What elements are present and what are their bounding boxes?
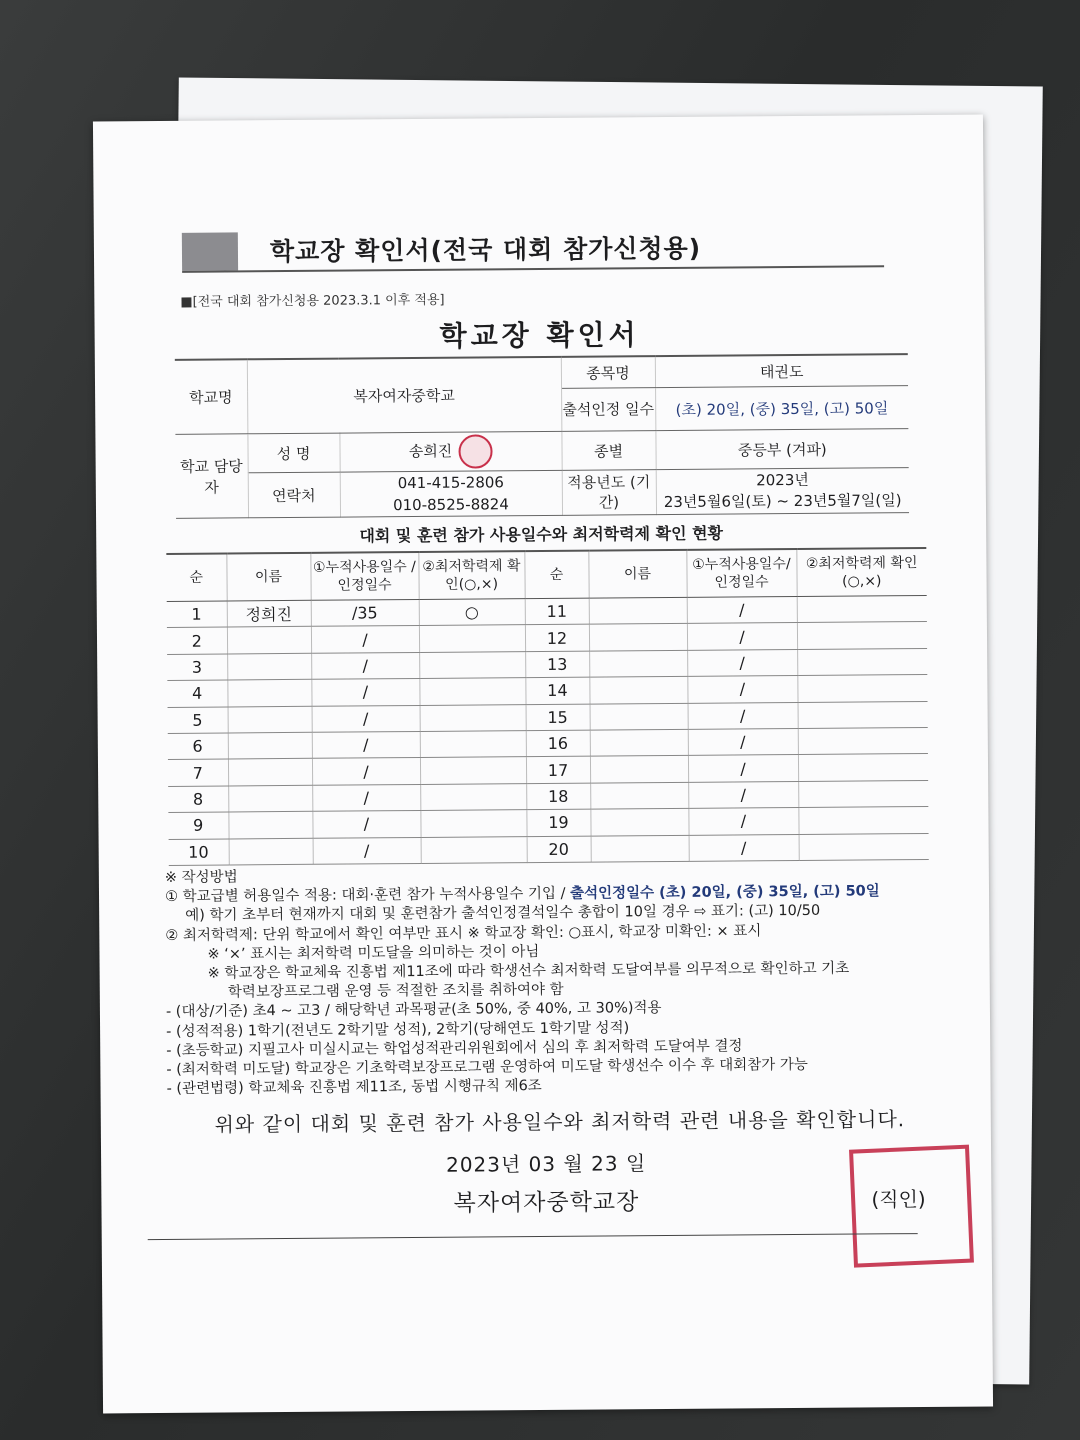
row-name-2 [589, 597, 687, 624]
row-days-2: / [687, 623, 797, 650]
row-check [420, 704, 526, 731]
period-value: 23년5월6일(토) ~ 23년5월7일(일) [663, 491, 902, 512]
apply-note: ■[전국 대회 참가신청용 2023.3.1 이후 적용] [180, 292, 445, 310]
row-no-2: 19 [526, 809, 590, 836]
participation-table [166, 547, 928, 866]
row-no-2: 16 [526, 730, 590, 757]
row-no: 2 [167, 627, 227, 654]
row-check-2 [798, 780, 928, 807]
row-check-2 [798, 807, 928, 834]
row-name [228, 811, 312, 838]
detail-1: - (대상/기준) 초4 ~ 고3 / 해당학년 과목평균(초 50%, 중 40%, 고 30%)적용 [165, 1000, 662, 1021]
row-check-2 [797, 675, 927, 702]
school-label: 학교명 [175, 359, 248, 434]
note-1-text: ① 학교급별 허용일수 적용: 대회·훈련 참가 누적사용일수 기입 / [164, 885, 571, 906]
contact-label: 연락처 [248, 472, 340, 518]
header-gray-block [182, 232, 238, 270]
event-label: 종목명 [561, 356, 655, 388]
col-check-2: ②최저학력제 확인(○,×) [796, 548, 926, 597]
note-1-bold: 출석인정일수 (초) 20일, (중) 35일, (고) 50일 [569, 883, 880, 902]
row-name [228, 706, 312, 733]
row-name-2 [589, 624, 687, 651]
col-check-1: ②최저학력제 확인(○,×) [418, 551, 524, 599]
row-no: 5 [168, 707, 228, 734]
year-value: 2023년 [756, 470, 809, 490]
name-cell [339, 431, 561, 472]
note-2-b: ※ 학교장은 학교체육 진흥법 제11조에 따라 학생선수 최저학력 도달여부를 의무적으로 확인하고 기초 [207, 960, 850, 982]
document-page [93, 115, 993, 1414]
note-1-example: 예) 학기 초부터 현재까지 대회 및 훈련참가 출석인정결석일수 총합이 10일 경우 ⇨ 표기: (고) 10/50 [185, 903, 821, 925]
row-no: 3 [167, 654, 227, 681]
row-check [420, 731, 526, 758]
row-days: / [311, 652, 419, 679]
row-check-2 [799, 833, 929, 860]
row-name-2 [590, 756, 688, 783]
note-2: ② 최저학력제: 단위 학교에서 확인 여부만 표시 ※ 학교장 확인: ○표시, 학교장 미확인: × 표시 [165, 922, 762, 944]
event-value: 태권도 [655, 354, 908, 387]
contact-cell [340, 470, 562, 517]
instructions [165, 863, 947, 1100]
row-days-2: / [688, 808, 798, 835]
row-days: / [312, 784, 420, 811]
row-check-2 [797, 595, 927, 622]
col-name-1: 이름 [226, 553, 310, 601]
signature-line [148, 1233, 918, 1240]
phone-2: 010-8525-8824 [392, 495, 509, 515]
row-name-2 [589, 677, 687, 704]
row-days-2: / [688, 702, 798, 729]
row-name [228, 785, 312, 812]
category-value: 중등부 (겨파) [655, 429, 908, 470]
row-no: 7 [168, 759, 228, 786]
row-name-2 [591, 835, 689, 862]
row-days: / [312, 705, 420, 732]
col-days-2: ①누적사용일수/ 인정일수 [686, 549, 796, 597]
row-name-2 [590, 808, 688, 835]
row-no-2: 20 [527, 836, 591, 863]
row-no-2: 15 [526, 704, 590, 731]
row-check [419, 651, 525, 678]
signer-name: 복자여자중학교장 [453, 1189, 640, 1217]
row-no: 1 [167, 601, 227, 628]
header-title: 학교장 확인서(전국 대회 참가신청용) [269, 233, 702, 267]
row-check [420, 757, 526, 784]
row-no: 6 [168, 733, 228, 760]
row-name-2 [590, 782, 688, 809]
row-check-2 [797, 648, 927, 675]
row-check [419, 625, 525, 652]
detail-5: - (관련법령) 학교체육 진흥법 제11조, 동법 시행규칙 제6조 [166, 1078, 542, 1098]
row-name-2 [590, 729, 688, 756]
row-days: / [312, 758, 420, 785]
row-check-2 [798, 727, 928, 754]
row-days-2: / [688, 781, 798, 808]
manager-label: 학교 담당자 [175, 434, 248, 519]
detail-2: - (성적적용) 1학기(전년도 2학기말 성적), 2학기(당해연도 1학기말 성적) [166, 1019, 630, 1040]
row-days-2: / [688, 728, 798, 755]
row-days: /35 [311, 599, 419, 626]
year-label: 적용년도 (기간) [562, 470, 656, 516]
row-name [227, 653, 311, 680]
table-row [169, 833, 929, 865]
issue-date: 2023년 03 월 23 일 [445, 1151, 647, 1177]
row-days: / [311, 679, 419, 706]
section-title: 대회 및 훈련 참가 사용일수와 최저학력제 확인 현황 [359, 523, 724, 546]
col-days-1: ①누적사용일수 /인정일수 [310, 552, 418, 600]
attend-value: (초) 20일, (중) 35일, (고) 50일 [655, 386, 908, 431]
detail-3: - (초등학교) 지필고사 미실시교는 학업성적관리위원회에서 심의 후 최저학력 도달여부 결정 [166, 1038, 743, 1059]
name-value: 송희진 [408, 442, 453, 461]
phone-1: 041-415-2806 [397, 473, 504, 493]
personal-seal-stamp [458, 434, 492, 468]
row-days-2: / [688, 755, 798, 782]
row-check [421, 836, 527, 863]
row-check [419, 678, 525, 705]
row-no-2: 13 [525, 651, 589, 678]
row-no-2: 12 [525, 625, 589, 652]
row-check-2 [798, 754, 928, 781]
note-2-b2: 학력보장프로그램 운영 등 적절한 조치를 취하여야 함 [227, 982, 564, 1001]
row-no: 10 [169, 838, 229, 865]
row-days: / [313, 837, 421, 864]
confirmation-text: 위와 같이 대회 및 훈련 참가 사용일수와 최저학력 관련 내용을 확인합니다. [214, 1107, 906, 1137]
row-check [420, 783, 526, 810]
category-label: 종별 [561, 431, 655, 471]
school-value: 복자여자중학교 [247, 357, 562, 434]
row-days: / [311, 626, 419, 653]
row-name: 정희진 [227, 600, 311, 627]
notes-heading: ※ 작성방법 [164, 869, 238, 886]
row-name [228, 759, 312, 786]
seal-mark: (직인) [871, 1187, 926, 1212]
row-check-2 [798, 701, 928, 728]
row-days-2: / [687, 649, 797, 676]
year-cell [656, 468, 909, 515]
row-check: ○ [419, 599, 525, 626]
row-no: 4 [167, 680, 227, 707]
row-no: 9 [168, 812, 228, 839]
school-info-table [175, 353, 909, 519]
row-name-2 [589, 650, 687, 677]
row-no: 8 [168, 786, 228, 813]
row-name-2 [590, 703, 688, 730]
row-check-2 [797, 622, 927, 649]
row-days-2: / [687, 597, 797, 624]
row-name [227, 627, 311, 654]
attend-label: 출석인정 일수 [561, 388, 655, 432]
row-no-2: 11 [525, 598, 589, 625]
row-name [227, 679, 311, 706]
row-days-2: / [689, 834, 799, 861]
main-title: 학교장 확인서 [439, 318, 640, 353]
row-check [420, 810, 526, 837]
row-days: / [312, 811, 420, 838]
row-days-2: / [687, 676, 797, 703]
detail-4: - (최저학력 미도달) 학교장은 기초학력보장프로그램 운영하여 미도달 학생선수 이수 후 대회참가 가능 [166, 1056, 808, 1078]
row-no-2: 18 [526, 783, 590, 810]
table-body [167, 595, 929, 865]
row-no-2: 14 [525, 677, 589, 704]
row-no-2: 17 [526, 756, 590, 783]
col-no-1: 순 [166, 553, 226, 601]
row-name [229, 838, 313, 865]
note-2-a: ※ ‘×’ 표시는 최저학력 미도달을 의미하는 것이 아님 [207, 943, 540, 963]
row-days: / [312, 731, 420, 758]
row-name [228, 732, 312, 759]
col-name-2: 이름 [588, 550, 686, 598]
name-label: 성 명 [247, 433, 339, 473]
col-no-2: 순 [524, 551, 588, 599]
